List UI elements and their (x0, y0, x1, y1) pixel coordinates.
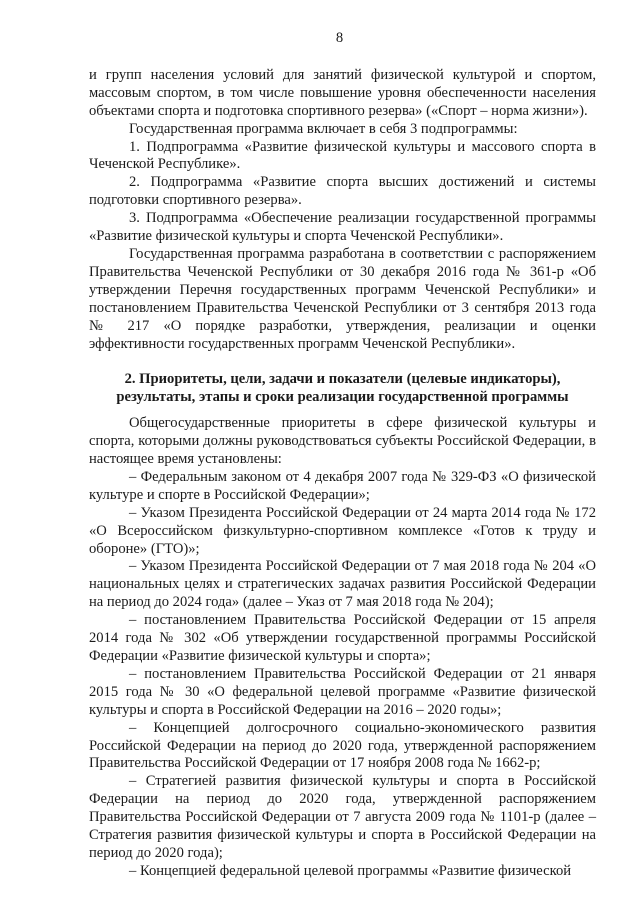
section-heading-line-1: 2. Приоритеты, цели, задачи и показатели (целевые индикаторы), (124, 371, 561, 388)
list-item: – Концепцией долгосрочного социально-экономического развития Российской Федерации на период до 2020 года, утвержденной распоряжением Правительства Российской Федерации от 17 ноября 2008 года № 1662-р; (89, 719, 596, 772)
paragraph-developed-basis: Государственная программа разработана в соответствии с распоряжением Правительства Чеченской Республики от 30 декабря 2016 года № 361-р «Об утверждении Перечня государственных программ Чеченской Республики» и постановлением Правительства Чеченской Республики от 3 сентября 2013 года № 217 «О порядке разработки, утверждения, реализации и оценки эффективности государственных программ Чеченской Республики». (89, 245, 596, 352)
paragraph-subprograms-intro: Государственная программа включает в себя 3 подпрограммы: (129, 120, 518, 137)
list-item: – Указом Президента Российской Федерации от 7 мая 2018 года № 204 «О национальных целях и стратегических задачах развития Российской Федерации на период до 2024 года» (далее – Указ от 7 мая 2018 года № 204); (89, 558, 596, 611)
paragraph-priorities-intro: Общегосударственные приоритеты в сфере физической культуры и спорта, которыми должны руководствоваться субъекты Российской Федерации, в настоящее время установлены: (89, 415, 596, 468)
page-number: 8 (335, 30, 344, 46)
paragraph-continuation: и групп населения условий для занятий физической культурой и спортом, массовым спортом, в том числе повышение уровня обеспеченности населения объектами спорта и подготовка спортивного резерва» («Спорт – норма жизни»). (89, 66, 596, 119)
list-item: – постановлением Правительства Российской Федерации от 21 января 2015 года № 30 «О федеральной целевой программе «Развитие физической культуры и спорта в Российской Федерации на 2016 – 2020 годы»; (89, 665, 596, 718)
list-item: – постановлением Правительства Российской Федерации от 15 апреля 2014 года № 302 «Об утверждении государственной программы Российской Федерации «Развитие физической культуры и спорта»; (89, 612, 596, 664)
section-heading-line-2: результаты, этапы и сроки реализации государственной программы (116, 389, 569, 406)
section-heading (89, 371, 596, 407)
paragraph-subprogram-3: 3. Подпрограмма «Обеспечение реализации государственной программы «Развитие физической культуры и спорта Чеченской Республики». (89, 210, 596, 245)
list-item: – Стратегией развития физической культуры и спорта в Российской Федерации на период до 2020 года, утвержденной распоряжением Правительства Российской Федерации от 7 августа 2009 года № 1101-р (далее – Стратегия развития физической культуры и спорта в Российской Федерации на период до 2020 года); (89, 773, 596, 861)
list-item: – Федеральным законом от 4 декабря 2007 года № 329-ФЗ «О физической культуре и спорте в Российской Федерации»; (89, 468, 596, 503)
paragraph-subprogram-1: 1. Подпрограмма «Развитие физической культуры и массового спорта в Чеченской Республике». (89, 138, 596, 173)
list-item: – Указом Президента Российской Федерации от 24 марта 2014 года № 172 «О Всероссийском физкультурно-спортивном комплексе «Готов к труду и обороне» (ГТО)»; (89, 504, 596, 557)
paragraph-subprogram-2: 2. Подпрограмма «Развитие спорта высших достижений и системы подготовки спортивного резерва». (89, 174, 596, 209)
priorities-list (89, 415, 596, 881)
intro-text (89, 67, 596, 354)
list-item: – Концепцией федеральной целевой программы «Развитие физической (129, 862, 572, 879)
